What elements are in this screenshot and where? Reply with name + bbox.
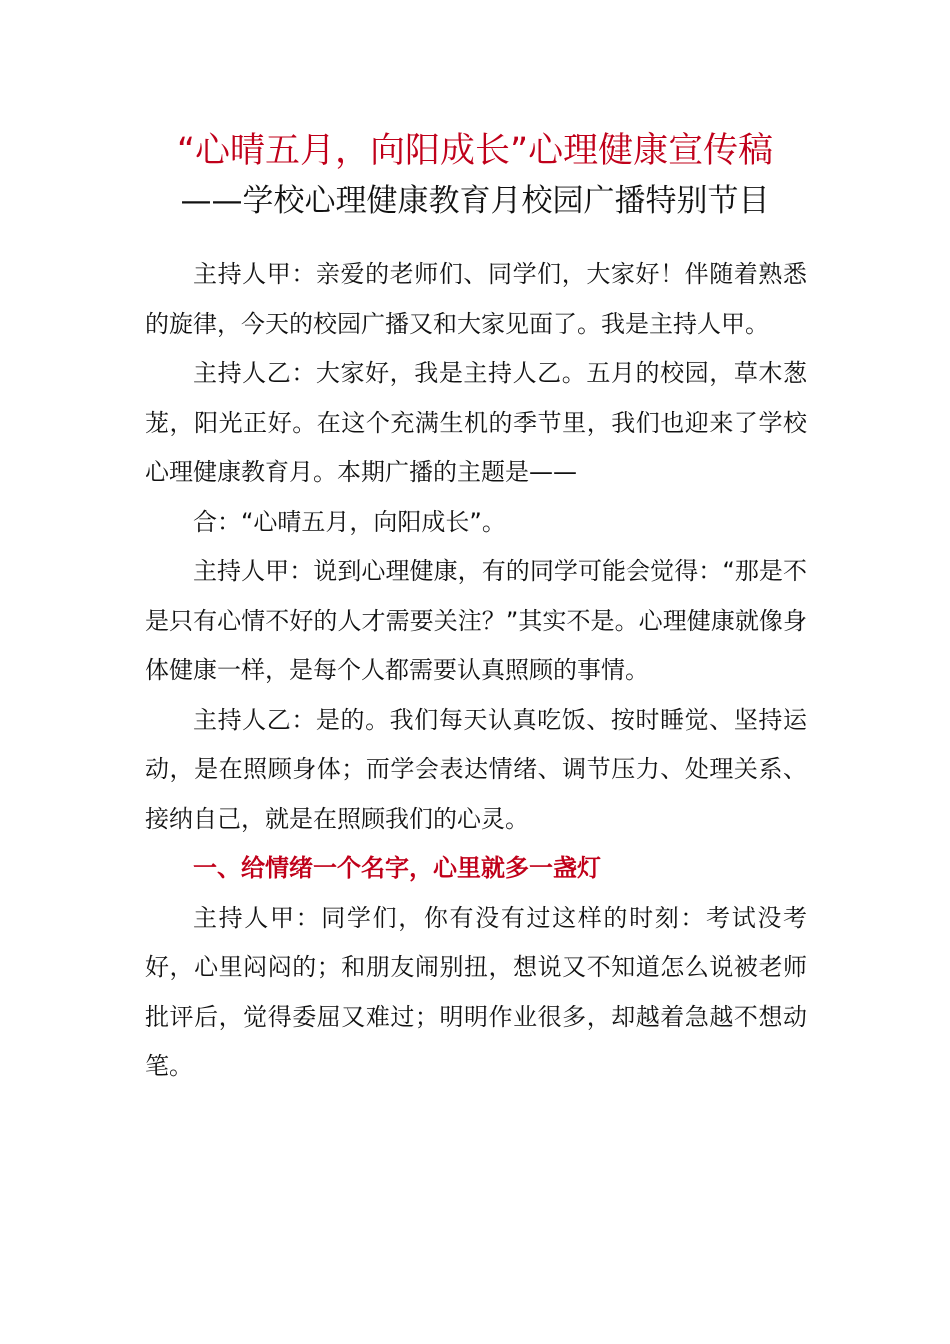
document-body [145,250,807,1092]
paragraph-host-a-mental-health: 主持人甲：说到心理健康，有的同学可能会觉得：“那是不是只有心情不好的人才需要关注？”其实不是。心理健康就像身体健康一样，是每个人都需要认真照顾的事情。 [145,557,807,684]
section-heading-1: 一、给情绪一个名字，心里就多一盏灯 [193,854,601,882]
paragraph-together-theme: 合：“心晴五月，向阳成长”。 [193,507,506,536]
paragraph-host-a-moments: 主持人甲：同学们，你有没有过这样的时刻：考试没考好，心里闷闷的；和朋友闹别扭，想说又不知道怎么说被老师批评后，觉得委屈又难过；明明作业很多，却越着急越不想动笔。 [145,903,807,1080]
paragraph-host-b-greeting: 主持人乙：大家好，我是主持人乙。五月的校园，草木葱茏，阳光正好。在这个充满生机的季节里，我们也迎来了学校心理健康教育月。本期广播的主题是—— [145,359,807,486]
document-title: “心晴五月，向阳成长”心理健康宣传稿 [176,131,774,171]
document-subtitle: ——学校心理健康教育月校园广播特别节目 [180,183,770,219]
paragraph-host-b-care: 主持人乙：是的。我们每天认真吃饭、按时睡觉、坚持运动，是在照顾身体；而学会表达情绪、调节压力、处理关系、接纳自己，就是在照顾我们的心灵。 [145,705,807,833]
paragraph-host-a-greeting: 主持人甲：亲爱的老师们、同学们，大家好！伴随着熟悉的旋律，今天的校园广播又和大家见面了。我是主持人甲。 [145,260,807,338]
